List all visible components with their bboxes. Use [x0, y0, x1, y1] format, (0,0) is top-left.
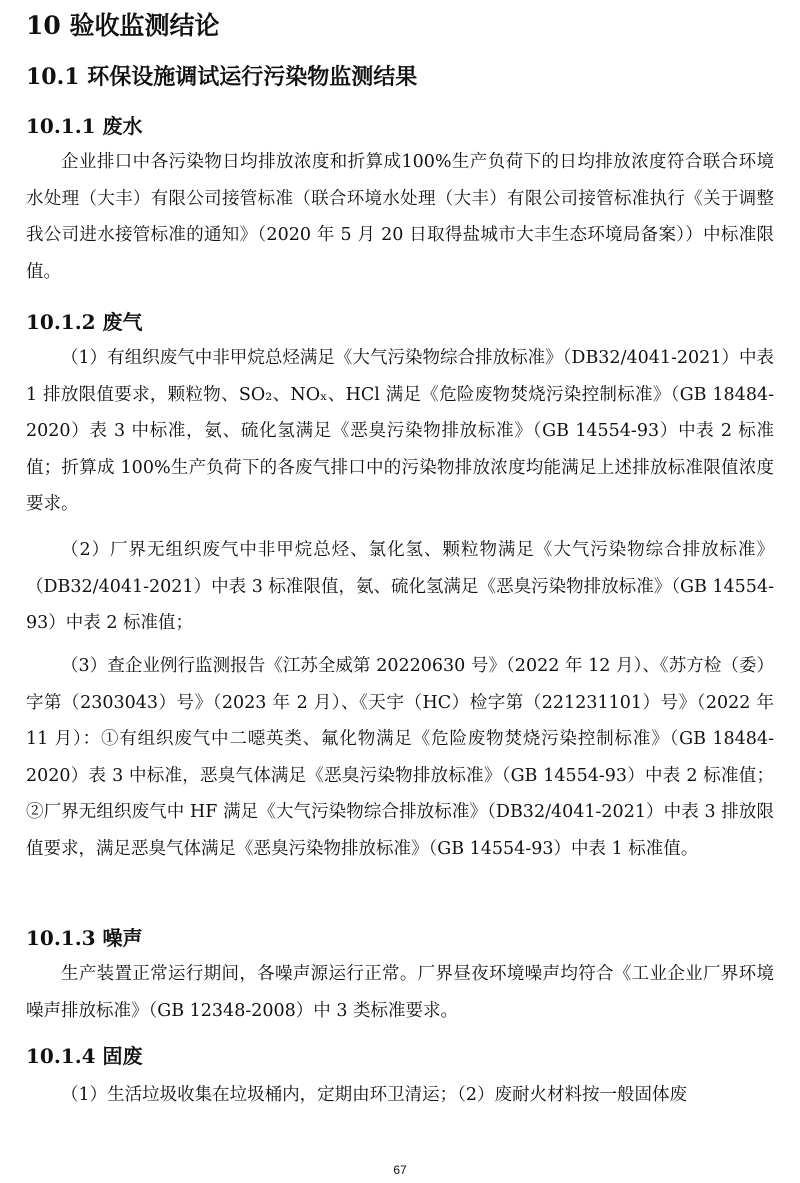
- paragraph-solid-waste: （1）生活垃圾收集在垃圾桶内，定期由环卫清运；（2）废耐火材料按一般固体废: [61, 1085, 688, 1105]
- subsection-heading-wastewater: 10.1.1 废水: [26, 114, 143, 138]
- subsection-heading-noise: 10.1.3 噪声: [26, 926, 143, 950]
- paragraph-waste-gas-1: （1）有组织废气中非甲烷总烃满足《大气污染物综合排放标准》（DB32/4041-2021）中表 1 排放限值要求，颗粒物、SO₂、NOₓ、HCl 满足《危险废物焚烧污染控制标准》（GB 18484-2020）表 3 中标准，氨、硫化氢满足《恶臭污染物排放标准》（GB 14554-93）中表 2 标准值；折算成 100%生产负荷下的各废气排口中的污染物排放浓度均能满足上述排放标准限值浓度要求。: [26, 348, 774, 514]
- section-heading: 10.1 环保设施调试运行污染物监测结果: [26, 64, 418, 90]
- subsection-heading-waste-gas: 10.1.2 废气: [26, 310, 143, 334]
- paragraph-waste-gas-2: （2）厂界无组织废气中非甲烷总烃、氯化氢、颗粒物满足《大气污染物综合排放标准》（DB32/4041-2021）中表 3 标准限值，氨、硫化氢满足《恶臭污染物排放标准》（GB 14554-93）中表 2 标准值；: [26, 540, 774, 633]
- page-number: 67: [393, 1163, 407, 1177]
- paragraph-wastewater: 企业排口中各污染物日均排放浓度和折算成100%生产负荷下的日均排放浓度符合联合环境水处理（大丰）有限公司接管标准（联合环境水处理（大丰）有限公司接管标准执行《关于调整我公司进水接管标准的通知》（2020 年 5 月 20 日取得盐城市大丰生态环境局备案））中标准限值。: [26, 152, 774, 282]
- paragraph-noise: 生产装置正常运行期间，各噪声源运行正常。厂界昼夜环境噪声均符合《工业企业厂界环境噪声排放标准》（GB 12348-2008）中 3 类标准要求。: [26, 964, 774, 1021]
- subsection-heading-solid-waste: 10.1.4 固废: [26, 1044, 143, 1068]
- paragraph-waste-gas-3: （3）查企业例行监测报告《江苏全威第 20220630 号》（2022 年 12 月）、《苏方检（委）字第（2303043）号》（2023 年 2 月）、《天宇（HC）检字第（221231101）号》（2022 年 11 月）：①有组织废气中二噁英类、氟化物满足《危险废物焚烧污染控制标准》（GB 18484-2020）表 3 中标准，恶臭气体满足《恶臭污染物排放标准》（GB 14554-93）中表 2 标准值；②厂界无组织废气中 HF 满足《大气污染物综合排放标准》（DB32/4041-2021）中表 3 排放限值要求，满足恶臭气体满足《恶臭污染物排放标准》（GB 14554-93）中表 1 标准值。: [26, 656, 774, 859]
- chapter-heading: 10 验收监测结论: [26, 11, 220, 40]
